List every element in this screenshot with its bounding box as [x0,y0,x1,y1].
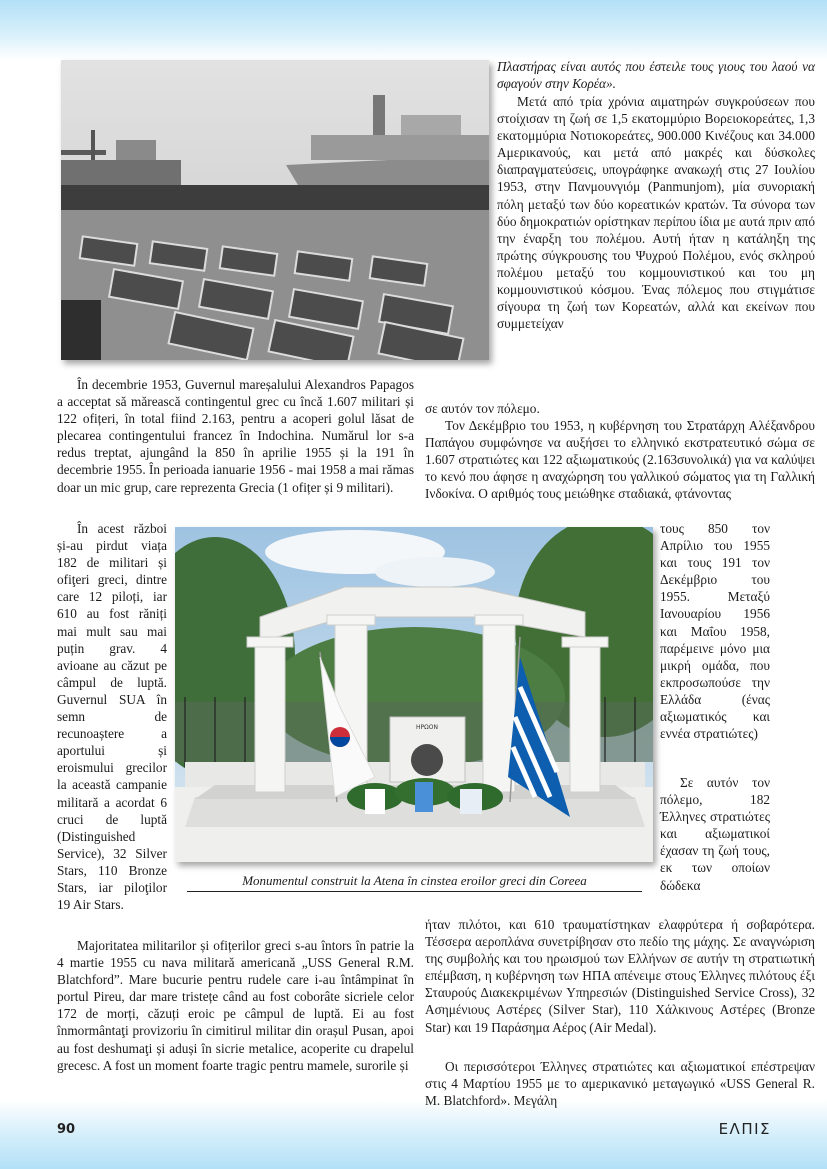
monument-photo [175,527,653,862]
romanian-paragraph-december-text: În decembrie 1953, Guvernul mareșalului Alexandros Papagos a acceptat să mărească contingentul grec cu încă 1.607 militari și 122 ofițeri, în total fiind 2.163, pentru a acoperi golul lăsat de plecarea contingentului francez în Indochina. Numărul lor s-a redus treptat, ajungând la 850 în aprilie 1955 și la 191 în decembrie 1955. În perioada ianuarie 1956 - mai 1958 a mai rămas doar un mic grup, care reprezenta Grecia (1 ofițer și 9 militari). [57,377,414,495]
romanian-paragraph-losses [57,520,167,913]
greek-paragraph-december [425,417,815,502]
greek-paragraph-armistice-text: Μετά από τρία χρόνια αιματηρών συγκρούσεων που στοίχισαν τη ζωή σε 1,5 εκατομμύριο Βορειοκορεάτες, 1,3 εκατομμύρια Νοτιοκορεάτες, 900.000 Κινέζους και 34.000 Αμερικανούς, και μετά από μακρές και δύσκολες διαπραγματεύσεις, υπογράφηκε ανακωχή στις 27 Ιουλίου 1953, στην Πανμουνγιόμ (Panmunjom), μία συνοριακή πόλη μεταξύ των δύο κορεατικών κρατών. Τα σύνορα των δύο δημοκρατιών ορίστηκαν περίπου ίδια με αυτά πριν από την έναρξη του πολέμου. Αυτή ήταν η κατάληξη της πρώτης σύγκρουσης του Ψυχρού Πολέμου, ενός σκληρού πολέμου μεταξύ του κομμουνιστικού και του μη κομμουνιστικού κόσμου. Ένας πόλεμος που στιγμάτισε σίγουρα τη ζωή των Κορεατών, αλλά και εκείνων που συμμετείχαν [497,94,815,332]
monument-photo-illustration [175,527,653,862]
funeral-photo [61,60,489,360]
plaque-heading: ΗΡΩΟΝ [416,724,438,731]
header-gradient-band [0,0,827,60]
greek-paragraph-armistice [497,93,815,332]
romanian-paragraph-losses-text: În acest război și-au pirdut viața 182 de militari și ofiţeri greci, dintre care 12 piloți, iar 610 au fost răniți mai mult sau mai puțin grav. 4 avioane au căzut pe câmpul de luptă. Guvernul SUA în semn de recunoaștere a aportului și eroismului grecilor la această campanie militară a acordat 6 cruci de luptă (Distinguished Service), 32 Silver Stars, 110 Bronze Stars, iar piloţilor 19 Air Stars. [57,521,167,913]
romanian-paragraph-return-text: Majoritatea militarilor și ofițerilor greci s-au întors în patrie la 4 martie 1955 cu nava militară americană „USS General R.M. Blatchford”. Mare bucurie pentru rudele care i-au întâmpinat în portul Pireu, dar mare tristețe când au fost coborâte sicriele celor 172 de morți, căzuți eroic pe câmpul de luptă. Ei au fost înmormântaţi provizoriu în cimitirul militar din orașul Pusan, apoi au fost deshumaţi și aduși în sicrie metalice, acoperite cu drapelul grecesc. A fost un moment foarte tragic pentru mamele, surorile și [57,938,414,1073]
greek-paragraph-return-text: Οι περισσότεροι Έλληνες στρατιώτες και αξιωματικοί επέστρεψαν στις 4 Μαρτίου 1955 με το αμερικανικό μεταγωγικό «USS General R. M. Blatchford». Μεγάλη [425,1059,815,1109]
funeral-photo-illustration [61,60,489,360]
magazine-title: ΕΛΠΙΣ [718,1120,771,1138]
page-number: 90 [57,1122,76,1137]
greek-paragraph-losses [660,774,770,894]
romanian-paragraph-december [57,376,414,496]
footer-gradient-band [0,1100,827,1169]
greek-paragraph-losses-text: Σε αυτόν τον πόλεμο, 182 Έλληνες στρατιώτες και αξιωματικοί έχασαν τη ζωή τους, εκ των οποίων δώδεκα [660,775,770,893]
monument-photo-caption: Monumentul construit la Atena în cinstea eroilor greci din Coreea [187,873,642,892]
greek-paragraph-december-text: Τον Δεκέμβριο του 1953, η κυβέρνηση του Στρατάρχη Αλέξανδρου Παπάγου συμφώνησε να αυξήσει το ελληνικό εκστρατευτικό σώμα σε 1.607 στρατιώτες και 122 αξιωματικούς (2.163συνολικά) για να καλύψει το κενό που άφησε η αναχώρηση του γαλλικού σώματος για τη Γαλλική Ινδοκίνα. Ο αριθμός τους μειώθηκε σταδιακά, φτάνοντας [425,418,815,502]
greek-paragraph-armistice-end: σε αυτόν τον πόλεμο. [425,401,540,416]
greek-paragraph-losses-continued: ήταν πιλότοι, και 610 τραυματίστηκαν ελαφρύτερα ή σοβαρότερα. Τέσσερα αεροπλάνα συνετρίβησαν στο πεδίο της μάχης. Σε αναγνώριση της συμβολής και του ηρωισμού των Ελλήνων σε αυτήν τη στρατιωτική επέμβαση, η κυβέρνηση των ΗΠΑ απένειμε στους Έλληνες πιλότους έξι Σταυρούς Διακεκριμένων Υπηρεσιών (Distinguished Service Cross), 32 Ασημένιους Αστέρες (Silver Star), 110 Χάλκινους Αστέρες (Bronze Star) και 19 Παράσημα Αέρος (Air Medal). [425,917,815,1035]
romanian-paragraph-return [57,937,414,1074]
greek-quote-ending: Πλαστήρας είναι αυτός που έστειλε τους γιους του λαού να σφαγούν στην Κορέα». [497,59,815,92]
greek-paragraph-return [425,1058,815,1109]
greek-paragraph-december-continued: τους 850 τον Απρίλιο του 1955 και τους 191 τον Δεκέμβριο του 1955. Μεταξύ Ιανουαρίου 1956 και Μαΐου 1958, παρέμεινε μόνο μια μικρή ομάδα, που εκπροσωπούσε την Ελλάδα (ένας αξιωματικός και εννέα στρατιώτες) [660,521,770,742]
